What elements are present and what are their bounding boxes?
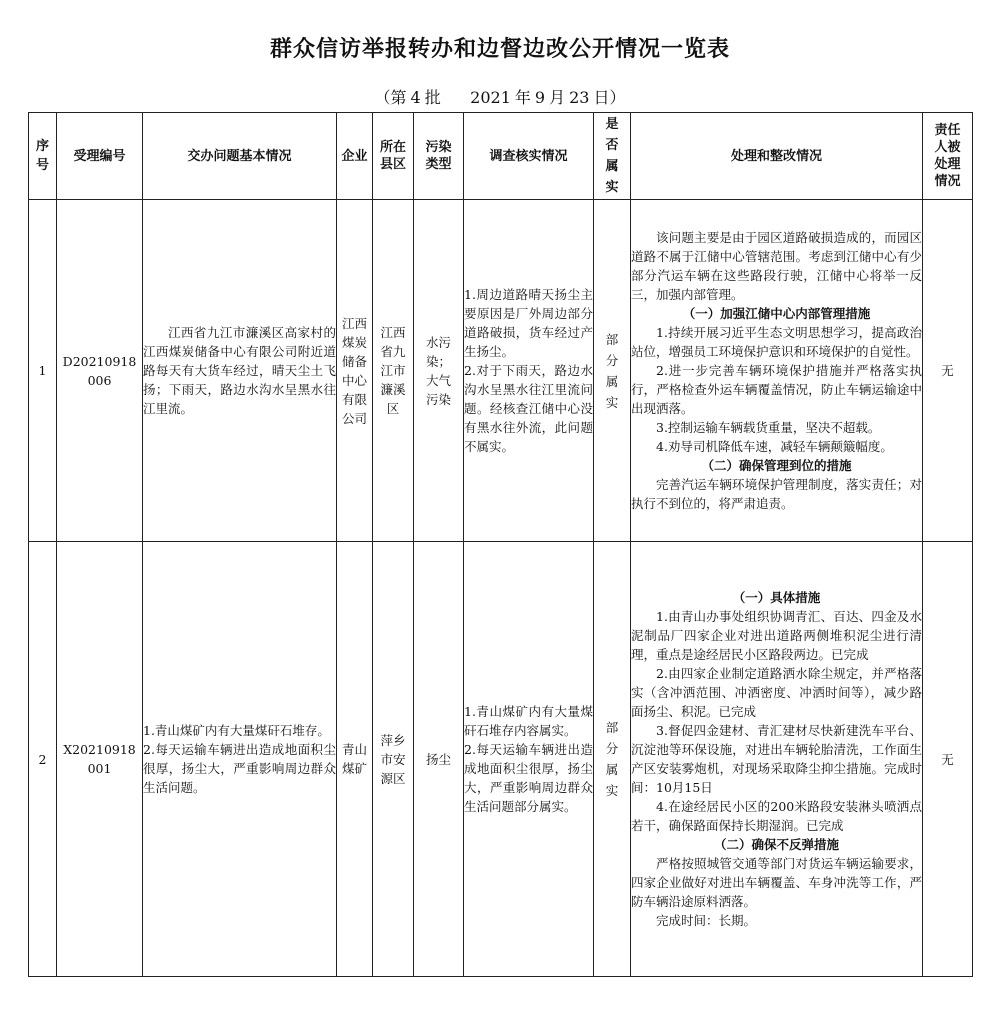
header-county: 所在县区 (373, 113, 414, 200)
row-basic (143, 200, 337, 542)
header-seq: 序号 (29, 113, 57, 200)
batch-number: 4 (410, 88, 421, 107)
month-word: 月 (549, 88, 566, 107)
header-verify: 调查核实情况 (464, 113, 594, 200)
row-seq: 2 (29, 542, 57, 977)
verify-item: 2.对于下雨天，路边水沟水呈黑水往江里流问题。经核查江储中心没有黑水往外流，此问题不属实。 (464, 363, 593, 454)
handling-intro: 该问题主要是由于园区道路破损造成的，而园区道路不属于江储中心管辖范围。考虑到江储中心有少部分汽运车辆在这些路段行驶，江储中心将举一反三，加强内部管理。 (631, 230, 922, 302)
handling-deadline: 完成时间：长期。 (656, 913, 757, 928)
year-value: 2021 (470, 88, 511, 107)
handling-item: 3.督促四金建材、青汇建材尽快新建洗车平台、沉淀池等环保设施，对进出车辆轮胎清洗，工作面生产区安装雾炮机，对现场采取降尘抑尘措施。完成时间：10月15日 (631, 723, 922, 795)
row-handling (631, 542, 923, 977)
header-is-true: 是否属实 (594, 113, 631, 200)
handling-heading: （二）确保不反弹措施 (713, 837, 839, 852)
row-basic (143, 542, 337, 977)
header-handling: 处理和整改情况 (631, 113, 923, 200)
row-accountability: 无 (923, 542, 973, 977)
handling-item: 2.由四家企业制定道路洒水除尘规定，并严格落实（含冲洒范围、冲洒密度、冲洒时间等），减少路面扬尘、积泥。已完成 (631, 666, 922, 719)
row-code-part-a: X20210918 (63, 742, 136, 757)
day-value: 23 (569, 88, 590, 107)
verify-item: 1.周边道路晴天扬尘主要原因是厂外周边部分道路破损，货车经过产生扬尘。 (464, 287, 593, 359)
row-code (57, 200, 143, 542)
handling-closing: 完善汽运车辆环境保护管理制度，落实责任；对执行不到位的，将严肃追责。 (631, 477, 922, 511)
row-code-part-b: 001 (87, 761, 112, 776)
handling-heading: （一）加强江储中心内部管理措施 (682, 306, 871, 321)
handling-closing: 严格按照城管交通等部门对货运车辆运输要求，四家企业做好对进出车辆覆盖、车身冲洗等工作，严防车辆沿途原料洒落。 (631, 856, 922, 909)
handling-item: 4.在途经居民小区的200米路段安装淋头喷洒点若干，确保路面保持长期湿润。已完成 (631, 799, 922, 833)
row-verify (464, 200, 594, 542)
table-row (29, 200, 973, 542)
header-company: 企业 (337, 113, 373, 200)
handling-heading: （二）确保管理到位的措施 (701, 458, 852, 473)
row-accountability: 无 (923, 200, 973, 542)
row-basic-text: 江西省九江市濂溪区高家村的江西煤炭储备中心有限公司附近道路每天有大货车经过，晴天尘土飞扬；下雨天，路边水沟水呈黑水往江里流。 (143, 325, 336, 416)
handling-item: 1.由青山办事处组织协调青汇、百达、四金及水泥制品厂四家企业对进出道路两侧堆积泥尘进行清理，重点是途经居民小区路段两边。已完成 (631, 609, 922, 662)
handling-item: 4.劝导司机降低车速，减轻车辆颠簸幅度。 (656, 439, 893, 454)
basic-item: 1.青山煤矿内有大量煤矸石堆存。 (143, 723, 330, 738)
row-code (57, 542, 143, 977)
handling-item: 2.进一步完善车辆环境保护措施并严格落实执行，严格检查外运车辆覆盖情况，防止车辆运输途中出现洒落。 (631, 363, 922, 416)
complaint-table (28, 112, 973, 977)
row-verify (464, 542, 594, 977)
header-code: 受理编号 (57, 113, 143, 200)
month-value: 9 (534, 88, 546, 107)
row-is-true: 部分属实 (594, 200, 631, 542)
batch-word: 批 (424, 88, 441, 107)
row-county: 萍乡市安源区 (373, 542, 414, 977)
row-code-part-b: 006 (87, 372, 112, 388)
header-accountability: 责任人被处理情况 (923, 113, 973, 200)
row-handling (631, 200, 923, 542)
header-row (29, 113, 973, 200)
basic-item: 2.每天运输车辆进出造成地面积尘很厚，扬尘大，严重影响周边群众生活问题。 (143, 742, 336, 795)
day-word: 日） (593, 88, 626, 107)
year-word: 年 (514, 88, 531, 107)
row-seq: 1 (29, 200, 57, 542)
verify-item: 1.青山煤矿内有大量煤矸石堆存内容属实。 (464, 704, 593, 738)
row-county: 江西省九江市濂溪区 (373, 200, 414, 542)
header-basic: 交办问题基本情况 (143, 113, 337, 200)
handling-item: 3.控制运输车辆载货重量，坚决不超载。 (656, 420, 881, 435)
header-pollution: 污染类型 (414, 113, 464, 200)
row-company: 青山煤矿 (337, 542, 373, 977)
batch-date-line (0, 85, 1000, 108)
row-code-part-a: D20210918 (62, 353, 137, 369)
handling-item: 1.持续开展习近平生态文明思想学习，提高政治站位，增强员工环境保护意识和环境保护的自觉性。 (631, 325, 922, 359)
page-title: 群众信访举报转办和边督边改公开情况一览表 (269, 36, 730, 62)
row-is-true: 部分属实 (594, 542, 631, 977)
row-pollution: 扬尘 (414, 542, 464, 977)
row-company: 江西煤炭储备中心有限公司 (337, 200, 373, 542)
table-row (29, 542, 973, 977)
subtitle-open: （第 (374, 88, 407, 107)
row-pollution: 水污染；大气污染 (414, 200, 464, 542)
verify-item: 2.每天运输车辆进出造成地面积尘很厚，扬尘大，严重影响周边群众生活问题部分属实。 (464, 742, 593, 814)
handling-heading: （一）具体措施 (732, 590, 821, 605)
